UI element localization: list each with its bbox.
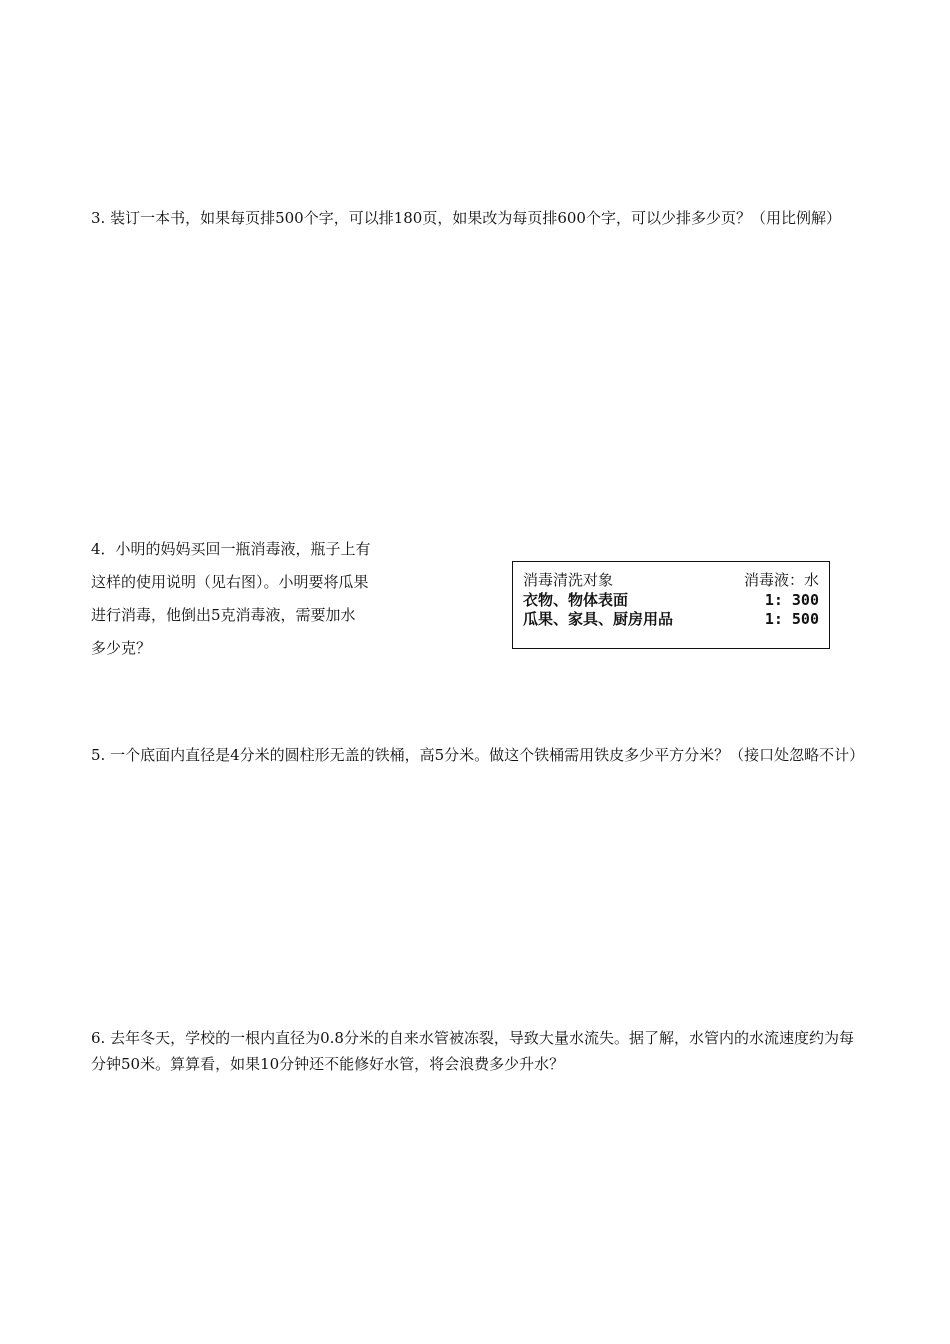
- notice-header-object: 消毒清洗对象: [523, 571, 614, 589]
- disinfectant-usage-notice: [512, 561, 830, 649]
- problem-4-line-2: 这样的使用说明（见右图）。小明要将瓜果: [91, 573, 369, 591]
- problem-4: [91, 536, 421, 668]
- notice-header-ratio: 消毒液：水: [743, 571, 819, 589]
- problem-6-text: 6. 去年冬天，学校的一根内直径为0.8分米的自来水管被冻裂，导致大量水流失。据了解，水管内的水流速度约为每分钟50米。算算看，如果10分钟还不能修好水管，将会浪费多少升水？: [91, 1029, 854, 1073]
- problem-5: [91, 742, 866, 768]
- notice-header-row: [523, 570, 819, 590]
- notice-row-fruit-object: 瓜果、家具、厨房用品: [523, 610, 674, 628]
- notice-row-clothing-object: 衣物、物体表面: [523, 591, 629, 609]
- notice-row-fruit: [523, 609, 819, 629]
- notice-row-fruit-ratio: 1: 500: [764, 610, 819, 628]
- notice-row-clothing: [523, 590, 819, 610]
- problem-3: [91, 200, 866, 236]
- problem-6: [91, 1025, 866, 1077]
- problem-4-line-1: 4．小明的妈妈买回一瓶消毒液，瓶子上有: [91, 540, 371, 558]
- problem-3-text: 3. 装订一本书，如果每页排500个字，可以排180页，如果改为每页排600个字，可以少排多少页？（用比例解）: [91, 209, 841, 227]
- notice-row-clothing-ratio: 1: 300: [764, 591, 819, 609]
- problem-5-text: 5. 一个底面内直径是4分米的圆柱形无盖的铁桶，高5分米。做这个铁桶需用铁皮多少平方分米？（接口处忽略不计）: [91, 746, 865, 764]
- problem-4-line-4: 多少克？: [91, 639, 152, 657]
- problem-4-line-3: 进行消毒，他倒出5克消毒液，需要加水: [91, 606, 356, 624]
